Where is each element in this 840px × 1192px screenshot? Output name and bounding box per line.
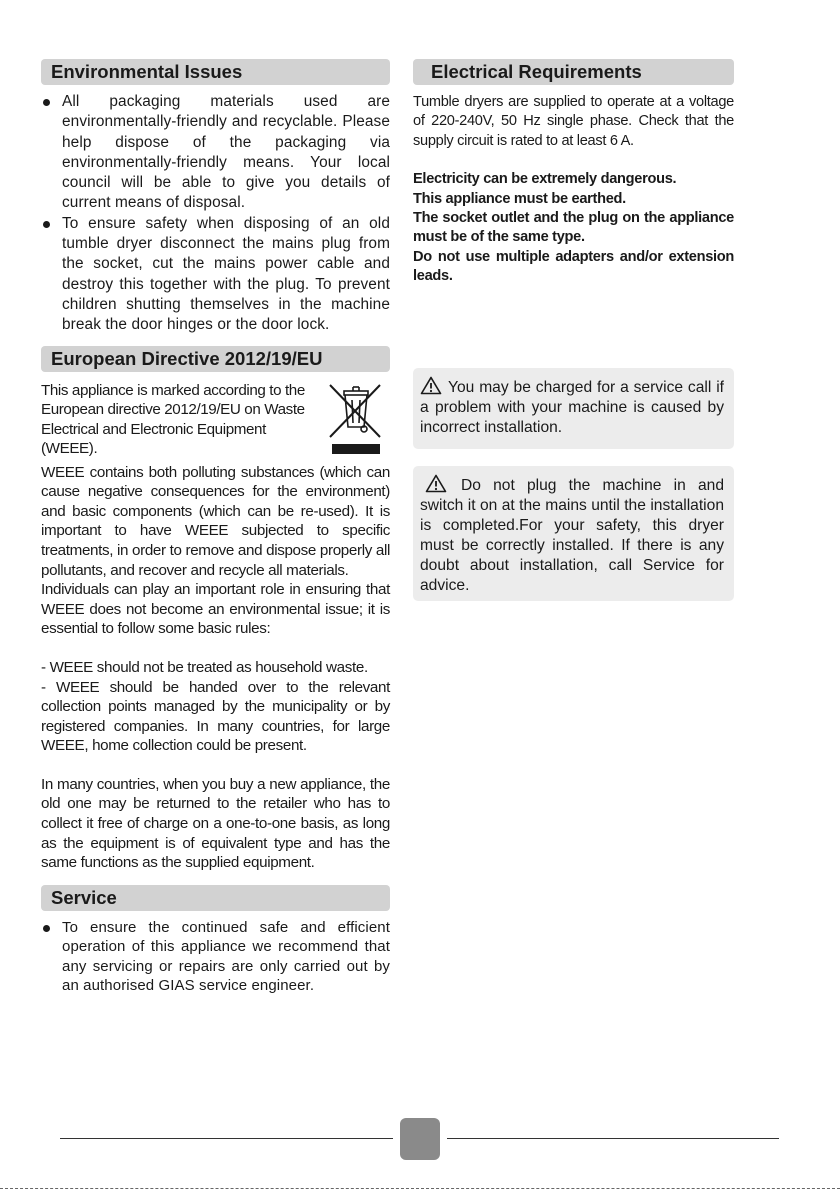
page-number-badge bbox=[400, 1118, 440, 1160]
electrical-warning-line: The socket outlet and the plug on the appliance must be of the same type. bbox=[413, 210, 734, 246]
service-charge-notice-text: You may be charged for a service call if a problem with your machine is caused by incorrect installation. bbox=[420, 379, 724, 436]
weee-intro-block bbox=[41, 381, 390, 463]
electrical-warning-line: This appliance must be earthed. bbox=[413, 190, 626, 207]
page-cut-line bbox=[0, 1188, 840, 1189]
electrical-warning-line: Electricity can be extremely dangerous. bbox=[413, 171, 677, 188]
service-charge-notice bbox=[413, 368, 734, 449]
weee-intro-text: This appliance is marked according to the European directive 2012/19/EU on Waste Electrical and Electronic Equipment (WEEE). bbox=[41, 381, 305, 458]
footer-rule-right bbox=[447, 1138, 779, 1139]
weee-rule-household: - WEEE should not be treated as household waste. bbox=[41, 658, 368, 676]
weee-paragraph-retailer: In many countries, when you buy a new appliance, the old one may be returned to the retailer who has to collect it free of charge on a one-to-one basis, as long as the equipment is of equivalent type and has the same functions as the supplied equipment. bbox=[41, 775, 390, 872]
weee-rule-collection: - WEEE should be handed over to the relevant collection points managed by the municipality or by registered companies. In many countries, for large WEEE, home collection could be present. bbox=[41, 678, 390, 755]
footer-rule-left bbox=[60, 1138, 393, 1139]
electrical-requirements-heading: Electrical Requirements bbox=[413, 59, 734, 85]
installation-notice-text: Do not plug the machine in and switch it on at the mains until the installation is completed.For your safety, this dryer must be correctly installed. If there is any doubt about installation, call Service for advice. bbox=[420, 477, 724, 594]
electrical-supply-text: Tumble dryers are supplied to operate at a voltage of 220-240V, 50 Hz single phase. Check that the supply circuit is rated to at least 6 A. bbox=[413, 94, 734, 149]
electrical-warning-line: Do not use multiple adapters and/or extension leads. bbox=[413, 248, 734, 285]
warning-triangle-icon bbox=[425, 474, 447, 493]
right-column bbox=[413, 59, 734, 287]
environmental-issues-heading: Environmental Issues bbox=[41, 59, 390, 85]
environmental-bullet-disposal: To ensure safety when disposing of an old tumble dryer disconnect the mains plug from the socket, cut the mains power cable and destroy this together with the plug. To prevent children shutting themselves in the machine break the door hinges or the door lock. bbox=[41, 214, 390, 336]
service-bullet: To ensure the continued safe and efficient operation of this appliance we recommend that any servicing or repairs are only carried out by an authorised GIAS service engineer. bbox=[41, 918, 390, 996]
weee-paragraph-substances: WEEE contains both polluting substances (which can cause negative consequences for the environment) and basic components (which can be re-used). It is important to have WEEE subjected to specific treatments, in order to remove and dispose properly all pollutants, and recover and recycle all materials. bbox=[41, 463, 390, 579]
service-heading: Service bbox=[41, 885, 390, 911]
weee-paragraph-individuals: Individuals can play an important role in ensuring that WEEE does not become an environmental issue; it is essential to follow some basic rules: bbox=[41, 581, 390, 638]
installation-notice bbox=[413, 466, 734, 601]
environmental-bullet-list bbox=[41, 92, 390, 336]
warning-triangle-icon bbox=[420, 376, 442, 395]
crossed-out-wheelie-bin-icon bbox=[324, 381, 386, 457]
left-column bbox=[41, 59, 390, 995]
european-directive-heading: European Directive 2012/19/EU bbox=[41, 346, 390, 372]
environmental-bullet-packaging: All packaging materials used are environmentally-friendly and recyclable. Please help dispose of the packaging via environmentally-friendly means. Your local council will be able to give you details of current means of disposal. bbox=[41, 92, 390, 214]
service-bullet-list bbox=[41, 918, 390, 996]
electrical-warning-block bbox=[413, 170, 734, 286]
